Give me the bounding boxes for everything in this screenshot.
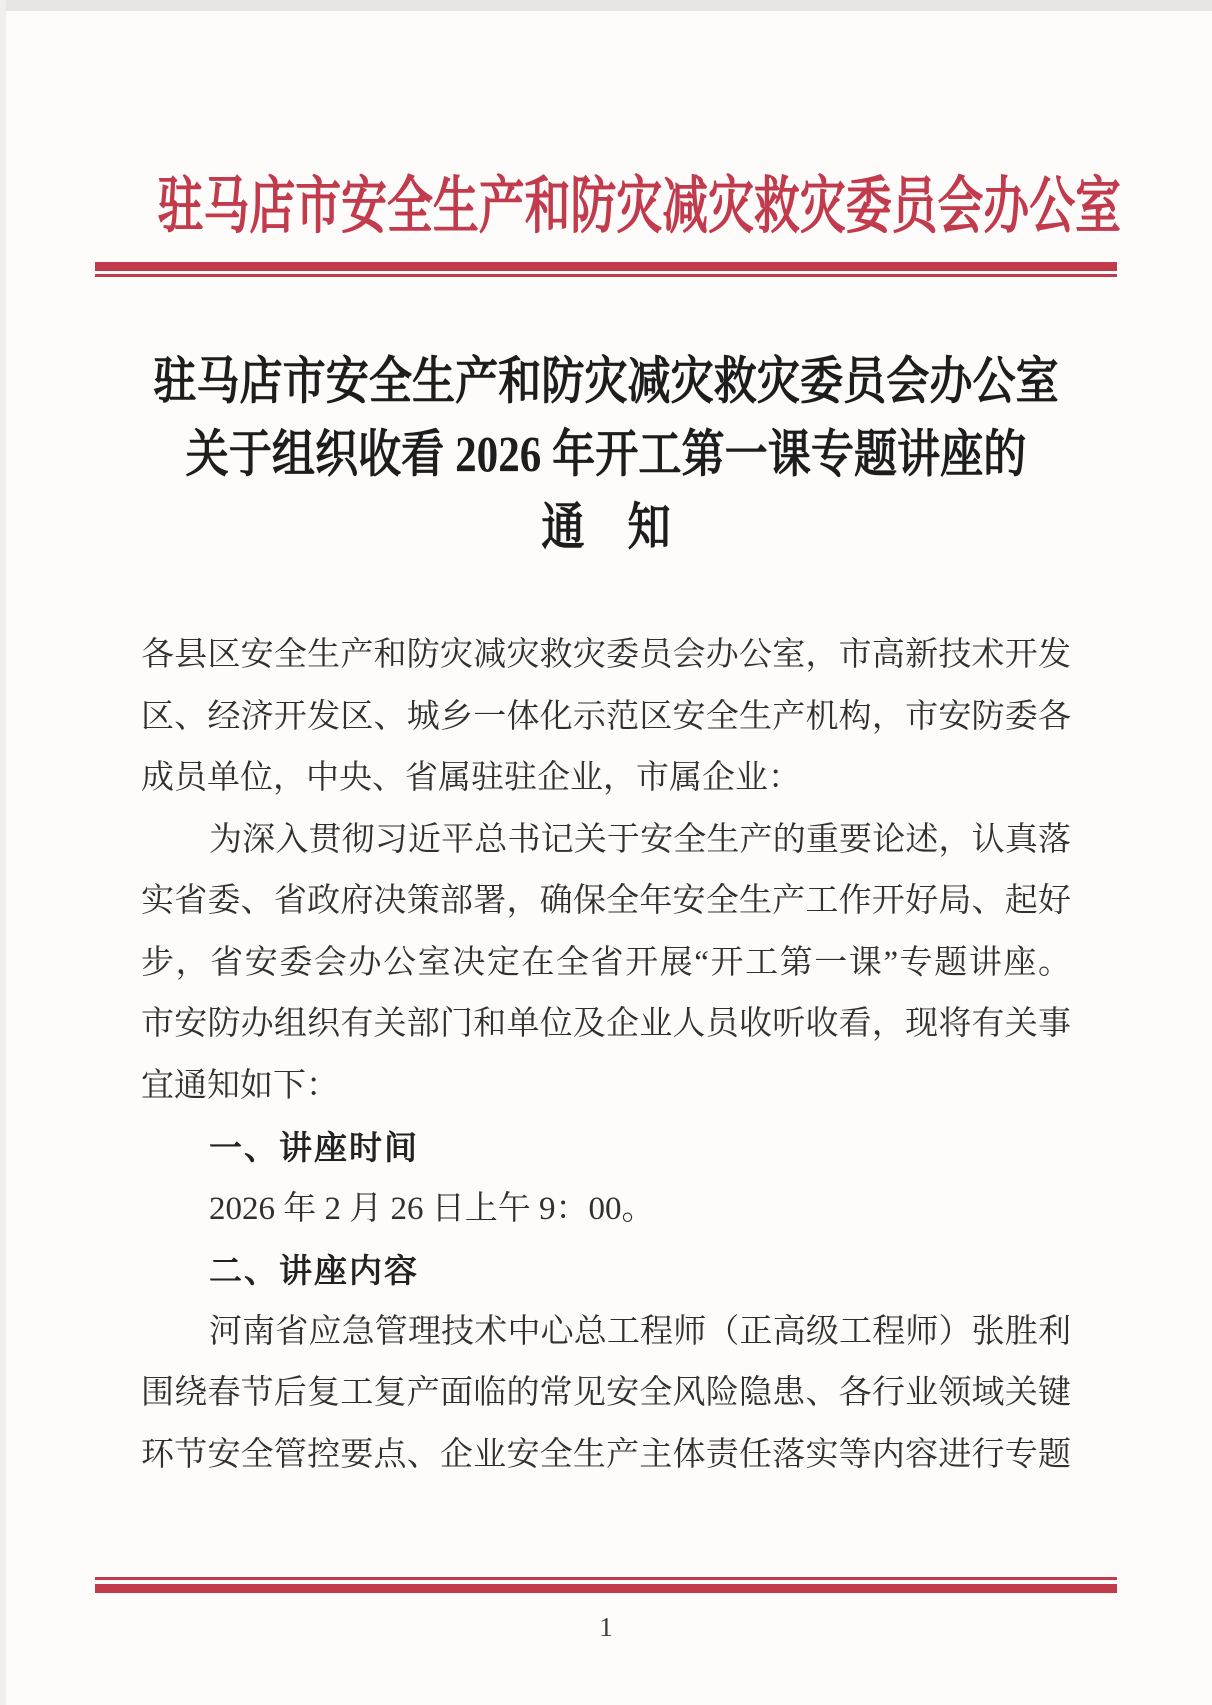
notice-title-line-1: 驻马店市安全生产和防灾减灾救灾委员会办公室: [153, 353, 1059, 410]
footer-divider-thick-line: [95, 1584, 1117, 1593]
letterhead-office-name: 驻马店市安全生产和防灾减灾救灾委员会办公室: [157, 173, 1122, 241]
body-line: 市安防办组织有关部门和单位及企业人员收听收看，现将有关事: [141, 1006, 1071, 1042]
section-heading: 二、讲座内容: [209, 1252, 419, 1289]
notice-title-line-3: 通 知: [541, 499, 671, 556]
body-line: 区、经济开发区、城乡一体化示范区安全生产机构，市安防委各: [141, 698, 1071, 735]
body-line: 成员单位，中央、省属驻驻企业，市属企业：: [141, 760, 801, 796]
letterhead-divider-thick-line: [95, 262, 1117, 271]
body-line: 为深入贯彻习近平总书记关于安全生产的重要论述，认真落: [209, 821, 1071, 858]
page-number: 1: [599, 1612, 613, 1642]
notice-body: [141, 625, 1071, 1486]
body-line: 宜通知如下：: [141, 1067, 339, 1104]
notice-title-line-2: 关于组织收看 2026 年开工第一课专题讲座的: [185, 426, 1027, 483]
scan-edge-top: [0, 0, 1212, 11]
body-line: 河南省应急管理技术中心总工程师（正高级工程师）张胜利: [209, 1313, 1071, 1350]
body-line: 步，省安委会办公室决定在全省开展“开工第一课”专题讲座。: [141, 944, 1071, 981]
body-line: 环节安全管控要点、企业安全生产主体责任落实等内容进行专题: [141, 1436, 1071, 1473]
body-line: 各县区安全生产和防灾减灾救灾委员会办公室，市高新技术开发: [141, 637, 1071, 673]
notice-title: [0, 345, 1212, 564]
body-line: 围绕春节后复工复产面临的常见安全风险隐患、各行业领域关键: [141, 1375, 1071, 1411]
letterhead-divider: [95, 262, 1117, 277]
body-line: 实省委、省政府决策部署，确保全年安全生产工作开好局、起好: [141, 883, 1071, 919]
footer-divider: [95, 1577, 1117, 1593]
letterhead-divider-thin-line: [95, 274, 1117, 277]
section-heading: 一、讲座时间: [209, 1129, 419, 1166]
scan-edge-left: [0, 0, 6, 1705]
body-line: 2026 年 2 月 26 日上午 9：00。: [209, 1190, 655, 1227]
